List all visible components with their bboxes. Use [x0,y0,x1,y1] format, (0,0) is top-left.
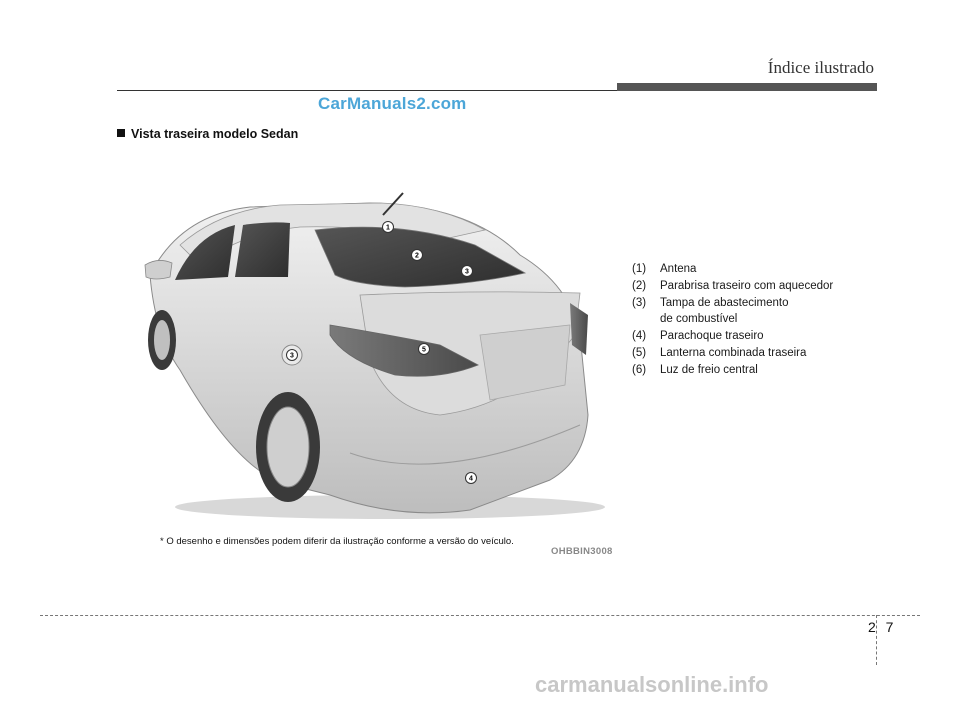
legend-number: (1) [632,263,647,275]
callout-label-5: 5 [422,346,426,354]
car-rear-illustration [140,185,610,525]
watermark-top[interactable]: CarManuals2.com [318,94,467,113]
legend-number: (2) [632,280,647,292]
legend-item [632,262,892,278]
legend-item [632,346,892,362]
legend-text: Lanterna combinada traseira [660,346,807,359]
figure-footnote: * O desenho e dimensões podem diferir da ilustração conforme a versão do veículo. [160,536,514,547]
callout-label-2: 2 [415,252,419,260]
section-heading-text: Vista traseira modelo Sedan [131,127,299,141]
page-header-title: Índice ilustrado [767,58,874,77]
bullet-square-icon [117,129,125,137]
header-rule-thin [117,90,617,91]
callout-label-3-fuel: 3 [290,352,294,360]
watermark-bottom[interactable]: carmanualsonline.info [535,672,769,697]
callout-label-4: 4 [469,475,473,483]
legend-text: Tampa de abastecimento de combustível [660,297,789,325]
parts-legend [632,262,892,380]
legend-number: (4) [632,329,647,342]
figure-code: OHBBIN3008 [551,546,613,557]
legend-item [632,296,892,327]
legend-number: (5) [632,346,647,359]
legend-text: Luz de freio central [660,363,758,376]
legend-number: (3) [632,297,647,309]
legend-number: (6) [632,363,647,376]
legend-text: Parachoque traseiro [660,329,764,342]
callout-label-3-window: 3 [465,268,469,276]
legend-text: Parabrisa traseiro com aquecedor [660,280,834,292]
section-heading [117,127,298,141]
legend-item [632,363,892,379]
page-number: 2 7 [868,619,897,635]
legend-item [632,279,892,295]
callout-label-1: 1 [386,224,390,232]
footer-dashed-rule [40,615,920,616]
legend-text: Antena [660,263,697,275]
header-rule-thick [617,83,877,91]
legend-item [632,329,892,345]
